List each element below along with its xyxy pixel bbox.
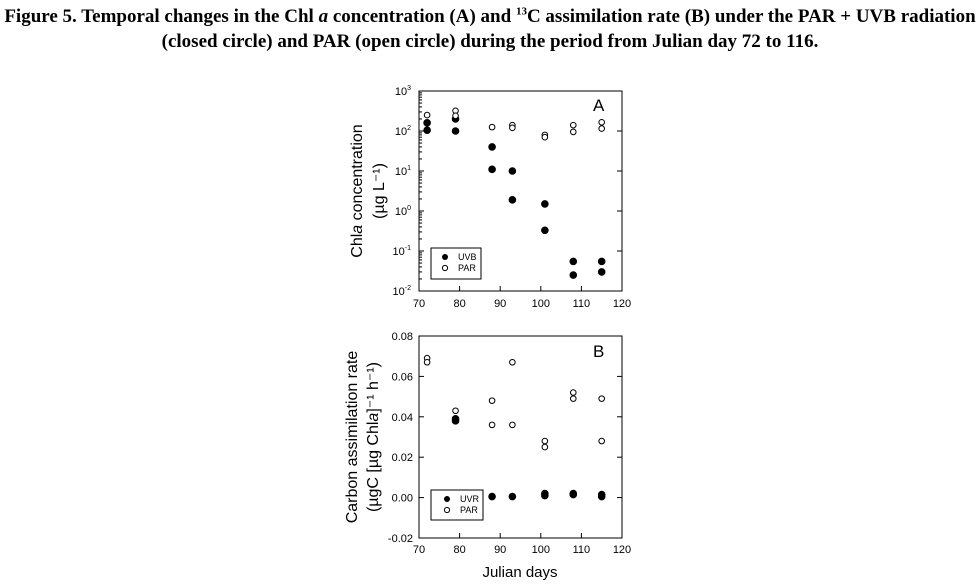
panel-b-point-par (599, 396, 605, 402)
panel-b-legend-uvr-marker (444, 496, 450, 502)
panel-a-point-par (424, 112, 430, 118)
panel-b-point-par (453, 408, 459, 414)
panel-a-x-tick-label: 80 (453, 298, 466, 310)
panel-b-chart (344, 331, 631, 581)
panel-b-legend-par-label: PAR (460, 505, 478, 515)
panel-a-point-uvb (542, 201, 549, 208)
panel-a-point-uvb (570, 272, 577, 279)
panel-a-point-uvb (570, 258, 577, 265)
panel-a-legend (431, 248, 481, 279)
panel-b-point-par (424, 359, 430, 365)
panel-a-y-label-line2 (371, 163, 388, 219)
panel-a-point-uvb (452, 128, 459, 135)
panel-a-y-tick-label: $10^{-1}$ (392, 245, 411, 258)
panel-b-legend-uvr-label: UVR (460, 494, 480, 504)
panel-b-y-label-line2 (365, 362, 382, 512)
panel-a-point-uvb (424, 127, 431, 134)
caption-line-2: (closed circle) and PAR (open circle) during the period from Julian day 72 to 116. (161, 31, 819, 52)
panel-b-x-tick-label: 110 (572, 544, 591, 556)
svg-text:(µg L⁻¹): (µg L⁻¹) (371, 163, 388, 219)
panel-a-legend-uvb-label: UVB (458, 252, 477, 262)
panel-b-x-tick-label: 80 (453, 544, 466, 556)
panel-a-point-uvb (509, 168, 516, 175)
panel-b-label: B (593, 342, 605, 361)
panel-a-x-tick-label: 110 (572, 298, 591, 310)
panel-a-y-tick-label: $10^{-2}$ (392, 285, 411, 298)
panel-b-point-uvr (598, 493, 605, 500)
panel-a-x-tick-label: 70 (412, 298, 426, 310)
panel-b-point-uvr (489, 493, 496, 500)
panel-a-legend-par-label: PAR (458, 263, 476, 273)
panel-b-x-tick-label: 90 (494, 544, 507, 556)
caption-line-1: Figure 5. Temporal changes in the Chl a concentration (A) and $^{13}$C assimilation rate (B) under the PAR + UVB radiation (4, 5, 976, 27)
panel-b-x-label: Julian days (482, 564, 558, 581)
panel-a-legend-par-marker (442, 265, 447, 270)
panel-b-point-par (542, 438, 548, 444)
svg-text:Carbon assimilation rate: Carbon assimilation rate (344, 350, 361, 524)
panel-b-point-uvr (542, 490, 549, 497)
panel-a-point-par (599, 120, 605, 126)
panel-b-x-tick-label: 120 (612, 544, 632, 556)
panel-b-y-tick-label: 0.04 (391, 411, 413, 424)
svg-text:Chla concentration: Chla concentration (349, 124, 366, 258)
panel-b-point-par (510, 359, 516, 365)
panel-b-point-par (510, 422, 516, 428)
panel-a-point-par (570, 129, 576, 135)
panel-a-x-tick-label: 120 (612, 298, 632, 310)
panel-a-y-tick-label: $10^0$ (394, 205, 411, 218)
panel-a-point-uvb (598, 269, 605, 276)
panel-a-chart (349, 85, 631, 310)
panel-b-point-par (489, 422, 495, 428)
panel-b-y-tick-label: 0.06 (391, 371, 413, 384)
panel-a-point-uvb (489, 144, 496, 151)
panel-b-y-tick-label: 0.00 (391, 492, 413, 505)
panel-b-points (424, 355, 605, 499)
panel-b-y-tick-label: -0.02 (387, 533, 413, 545)
panel-a-point-uvb (509, 197, 516, 204)
panel-a-point-par (510, 125, 516, 131)
panel-a-point-par (453, 113, 459, 119)
panel-b-point-par (542, 444, 548, 450)
panel-b-legend (431, 490, 483, 520)
panel-a-point-par (542, 134, 548, 140)
panel-b-ticks (388, 331, 631, 556)
panel-b-y-label-line1 (344, 351, 361, 524)
panel-a-point-par (489, 124, 495, 130)
panel-a-y-label-line1 (349, 124, 366, 257)
panel-a-point-uvb (424, 120, 431, 127)
panel-b-point-par (570, 396, 576, 402)
panel-a-point-uvb (598, 258, 605, 265)
panel-b-point-uvr (570, 491, 577, 498)
panel-a-point-par (599, 126, 605, 132)
panel-b-point-uvr (509, 493, 516, 500)
panel-a-label: A (593, 96, 605, 115)
panel-a-x-tick-label: 100 (531, 298, 550, 310)
panel-b-y-tick-label: 0.02 (391, 452, 413, 465)
panel-b-point-par (489, 398, 495, 404)
panel-a-legend-uvb-marker (442, 254, 448, 260)
panel-a-x-tick-label: 90 (494, 298, 507, 310)
panel-b-point-par (599, 438, 605, 444)
panel-a-y-tick-label: $10^3$ (394, 85, 411, 98)
panel-b-y-tick-label: 0.08 (391, 331, 413, 343)
panel-b-point-par (570, 390, 576, 396)
panel-a-point-uvb (489, 166, 496, 173)
panel-b-x-tick-label: 70 (412, 544, 426, 556)
svg-text:(µgC [µg Chla]⁻¹ h⁻¹): (µgC [µg Chla]⁻¹ h⁻¹) (365, 361, 382, 513)
panel-a-y-tick-label: $10^2$ (394, 125, 411, 138)
panel-a-y-tick-label: $10^1$ (394, 165, 411, 178)
panel-a-point-par (570, 122, 576, 128)
panel-b-legend-par-marker (444, 507, 449, 512)
panel-b-x-tick-label: 100 (531, 544, 550, 556)
panel-a-point-uvb (542, 227, 549, 234)
panel-b-point-uvr (452, 418, 459, 425)
